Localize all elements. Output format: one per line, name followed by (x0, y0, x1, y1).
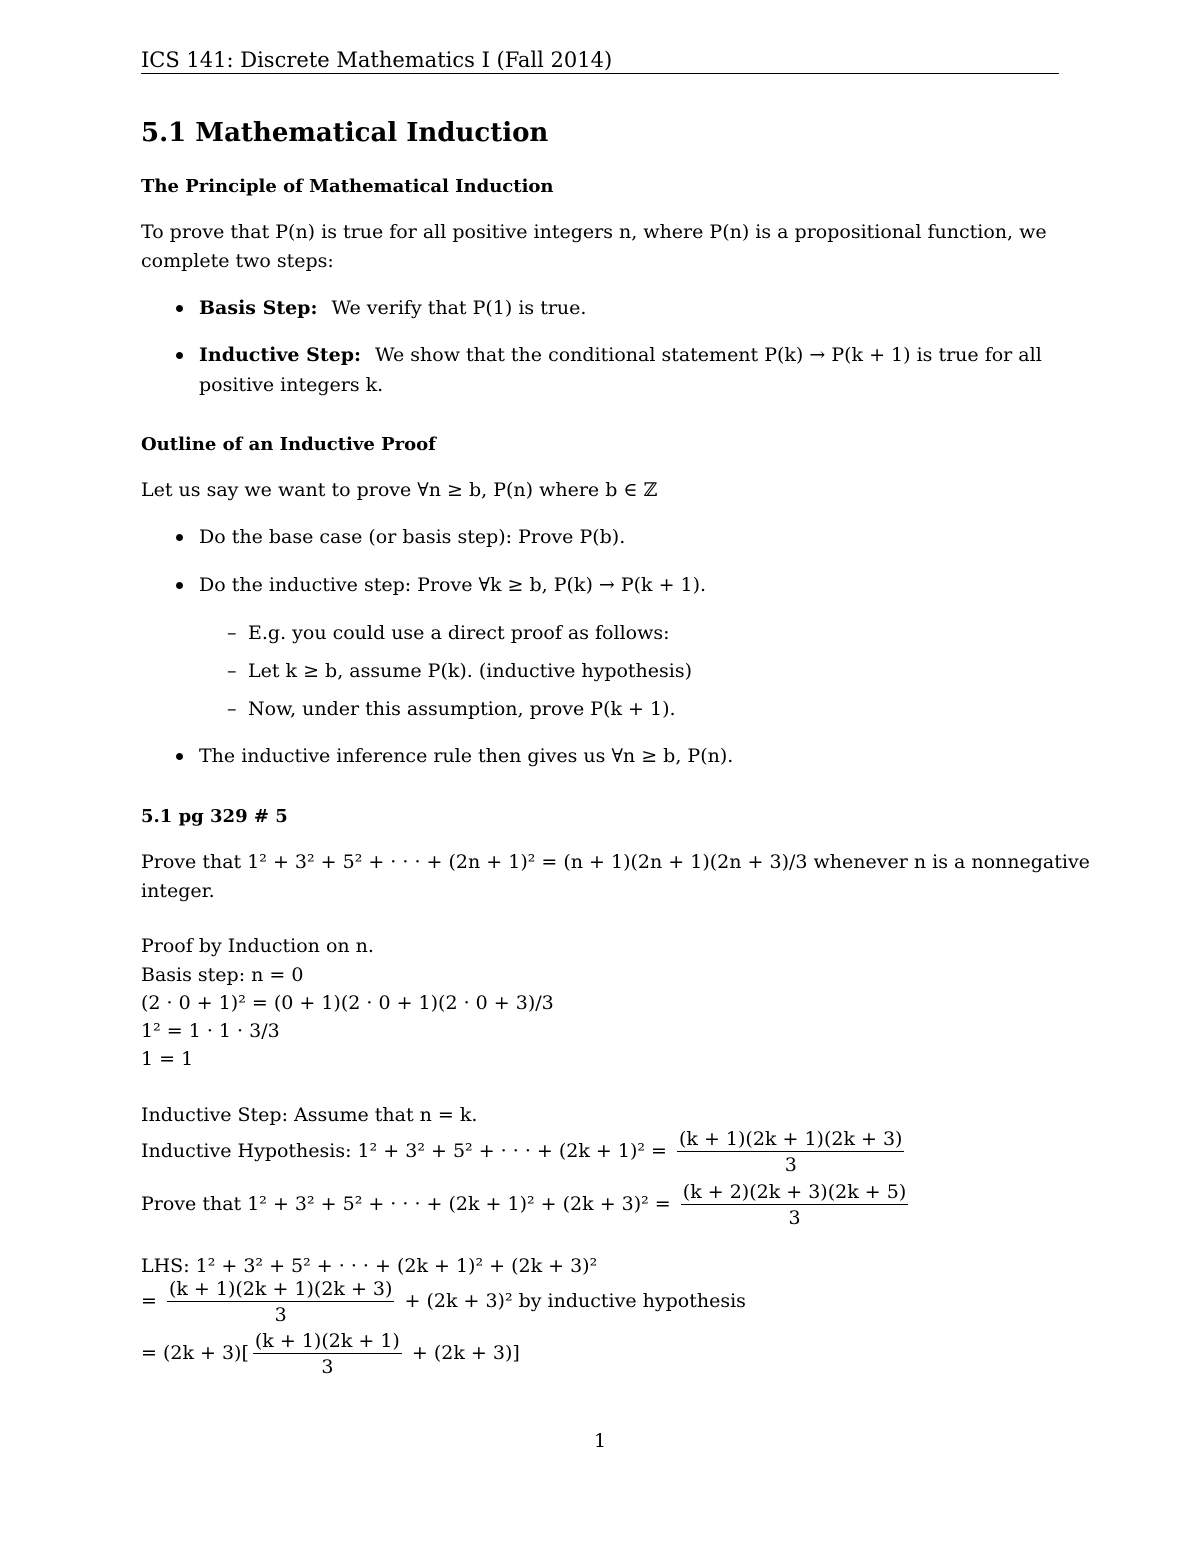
section-title: 5.1 Mathematical Induction (141, 118, 549, 148)
outline-intro: Let us say we want to prove ∀n ≥ b, P(n) where b ∈ ℤ (141, 479, 658, 501)
bullet-marker (176, 753, 183, 760)
hypothesis-prefix: Inductive Hypothesis: 1² + 3² + 5² + · · · + (2k + 1)² = (141, 1140, 667, 1162)
outline-bullet-inference: The inductive inference rule then gives us ∀n ≥ b, P(n). (199, 745, 734, 767)
goal-prefix: Prove that 1² + 3² + 5² + · · · + (2k + 1)² + (2k + 3)² = (141, 1193, 671, 1215)
goal-line (141, 1181, 912, 1229)
fraction-denominator: 3 (784, 1154, 797, 1176)
inductive-step-text: We show that the conditional statement P(k) → P(k + 1) is true for all (375, 344, 1042, 366)
running-head: ICS 141: Discrete Mathematics I (Fall 2014) (141, 48, 613, 72)
principle-heading: The Principle of Mathematical Induction (141, 176, 554, 197)
page-number: 1 (594, 1430, 607, 1452)
outline-bullet-inductive-step: Do the inductive step: Prove ∀k ≥ b, P(k) → P(k + 1). (199, 574, 707, 596)
bullet-marker (176, 582, 183, 589)
lhs-fraction (167, 1278, 394, 1326)
outline-sub-item: E.g. you could use a direct proof as follows: (248, 622, 670, 644)
outline-sub-item: Now, under this assumption, prove P(k + 1). (248, 698, 676, 720)
factor-suffix: + (2k + 3)] (411, 1342, 520, 1364)
sub-bullet-dash: – (227, 698, 237, 720)
inductive-step-text-cont: positive integers k. (199, 374, 384, 396)
factor-prefix: = (2k + 3)[ (141, 1342, 249, 1364)
equals-sign: = (141, 1290, 157, 1312)
bullet-marker (176, 352, 183, 359)
outline-bullet-base-case: Do the base case (or basis step): Prove P(b). (199, 526, 626, 548)
inductive-hypothesis-line (141, 1128, 908, 1176)
principle-intro-line-2: complete two steps: (141, 250, 334, 272)
proof-intro: Proof by Induction on n. (141, 935, 374, 957)
factor-fraction (253, 1330, 402, 1378)
sub-bullet-dash: – (227, 660, 237, 682)
fraction-numerator: (k + 1)(2k + 1)(2k + 3) (679, 1128, 903, 1150)
factor-line (141, 1330, 520, 1378)
inductive-step-line: Inductive Step: Assume that n = k. (141, 1104, 478, 1126)
goal-fraction (681, 1181, 908, 1229)
fraction-denominator: 3 (788, 1207, 801, 1229)
fraction-denominator: 3 (274, 1304, 287, 1326)
fraction-denominator: 3 (321, 1356, 334, 1378)
hypothesis-fraction (677, 1128, 904, 1176)
exercise-statement-line-1: Prove that 1² + 3² + 5² + · · · + (2n + 1)² = (n + 1)(2n + 1)(2n + 3)/3 whenever n is a nonnegative (141, 851, 1090, 873)
basis-equation-3: 1 = 1 (141, 1048, 194, 1070)
outline-sub-item: Let k ≥ b, assume P(k). (inductive hypothesis) (248, 660, 693, 682)
basis-equation-2: 1² = 1 · 1 · 3/3 (141, 1020, 280, 1042)
bullet-marker (176, 534, 183, 541)
header-rule (141, 73, 1059, 74)
basis-step-item (199, 297, 586, 319)
fraction-numerator: (k + 2)(2k + 3)(2k + 5) (682, 1181, 907, 1203)
basis-equation-1: (2 · 0 + 1)² = (0 + 1)(2 · 0 + 1)(2 · 0 + 3)/3 (141, 992, 554, 1014)
exercise-heading: 5.1 pg 329 # 5 (141, 806, 288, 827)
lhs-line: LHS: 1² + 3² + 5² + · · · + (2k + 1)² + (2k + 3)² (141, 1255, 598, 1277)
outline-heading: Outline of an Inductive Proof (141, 434, 436, 455)
fraction-numerator: (k + 1)(2k + 1)(2k + 3) (168, 1278, 393, 1300)
basis-step-label: Basis Step: (199, 297, 318, 319)
inductive-step-item (199, 344, 1042, 366)
basis-step-text: We verify that P(1) is true. (331, 297, 587, 319)
inductive-step-label: Inductive Step: (199, 344, 361, 366)
sub-bullet-dash: – (227, 622, 237, 644)
lhs-suffix: + (2k + 3)² by inductive hypothesis (404, 1290, 746, 1312)
exercise-statement-line-2: integer. (141, 880, 215, 902)
basis-step-line: Basis step: n = 0 (141, 964, 304, 986)
lhs-substitution-line (141, 1278, 746, 1326)
fraction-numerator: (k + 1)(2k + 1) (254, 1330, 400, 1352)
principle-intro-line-1: To prove that P(n) is true for all positive integers n, where P(n) is a propositional function, we (141, 221, 1047, 243)
bullet-marker (176, 305, 183, 312)
